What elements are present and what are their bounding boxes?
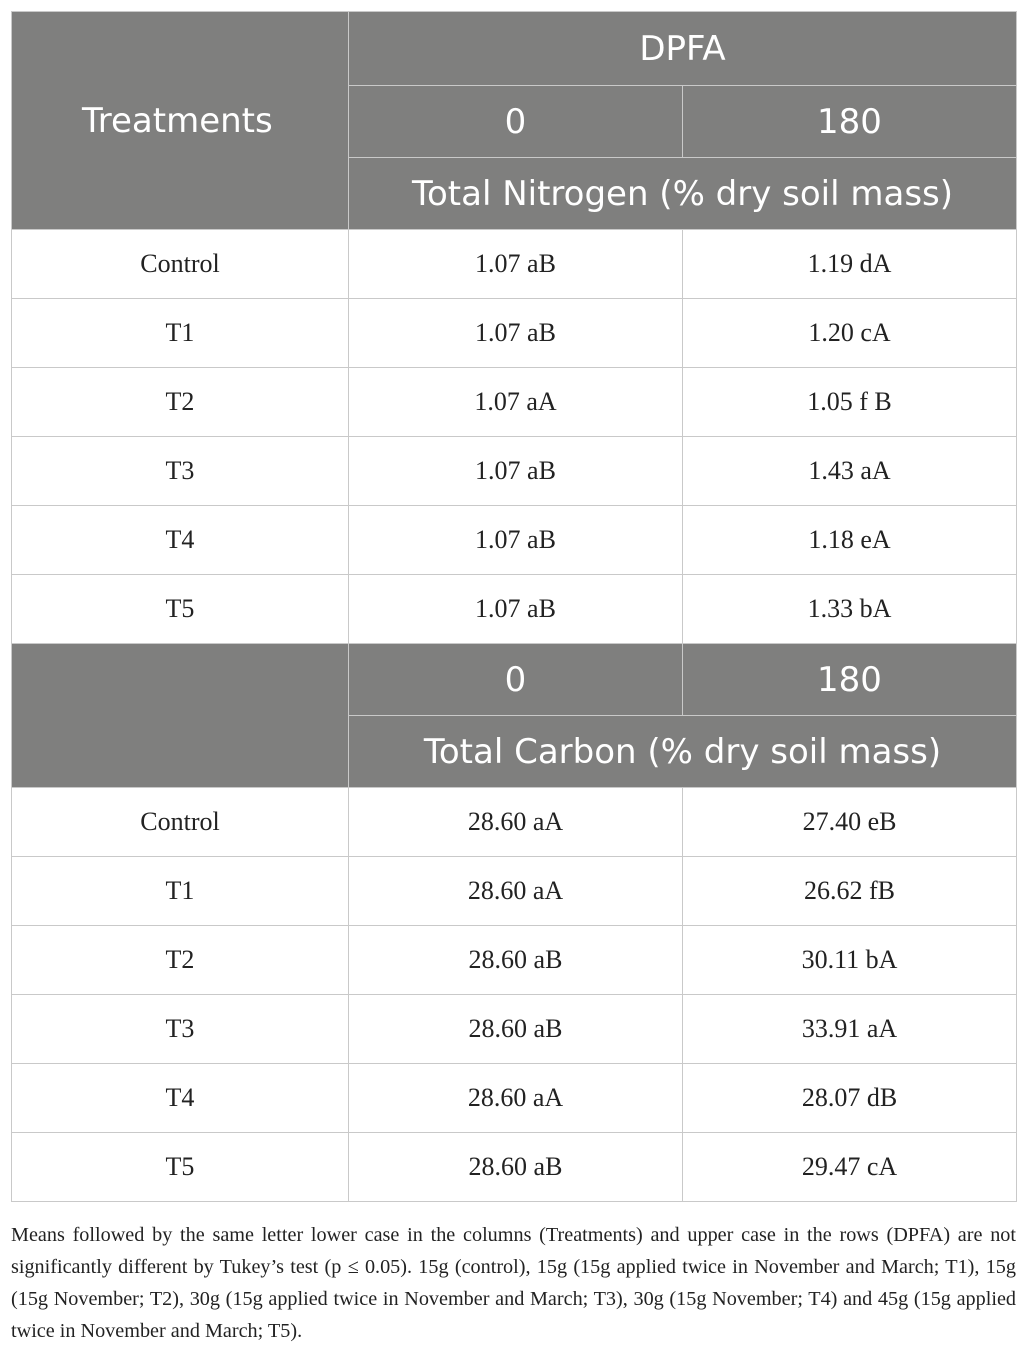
- value-cell-180: 26.62 fB: [683, 857, 1017, 926]
- column-header-0: 0: [349, 86, 683, 158]
- value-cell-0: 1.07 aB: [349, 299, 683, 368]
- value-cell-180: 1.33 bA: [683, 575, 1017, 644]
- carbon-title: Total Carbon (% dry soil mass): [349, 716, 1017, 788]
- table-footnote: Means followed by the same letter lower case in the columns (Treatments) and upper case in the rows (DPFA) are not significantly different by Tukey’s test (p ≤ 0.05). 15g (control), 15g (15g applied twice in November and March; T1), 15g (15g November; T2), 30g (15g applied twice in November and March; T3), 30g (15g November; T4) and 45g (15g applied twice in November and March; T5).: [11, 1224, 1016, 1342]
- carbon-column-header-180: 180: [683, 644, 1017, 716]
- table-row: [12, 926, 1017, 995]
- value-cell-0: 28.60 aB: [349, 926, 683, 995]
- treatment-cell: T3: [12, 437, 349, 506]
- table-row: [12, 230, 1017, 299]
- table-row: [12, 368, 1017, 437]
- value-cell-0: 1.07 aA: [349, 368, 683, 437]
- table-row: [12, 1133, 1017, 1202]
- table-row: [12, 857, 1017, 926]
- value-cell-0: 28.60 aB: [349, 1133, 683, 1202]
- treatment-cell: T1: [12, 299, 349, 368]
- treatment-cell: T4: [12, 1064, 349, 1133]
- carbon-header-row-columns: [12, 644, 1017, 716]
- value-cell-180: 1.18 eA: [683, 506, 1017, 575]
- treatments-header: Treatments: [12, 12, 349, 230]
- treatment-cell: T2: [12, 368, 349, 437]
- value-cell-180: 1.43 aA: [683, 437, 1017, 506]
- treatment-cell: Control: [12, 230, 349, 299]
- treatment-cell: T2: [12, 926, 349, 995]
- table-row: [12, 299, 1017, 368]
- value-cell-0: 1.07 aB: [349, 506, 683, 575]
- value-cell-0: 28.60 aA: [349, 788, 683, 857]
- value-cell-0: 1.07 aB: [349, 575, 683, 644]
- table-row: [12, 437, 1017, 506]
- carbon-blank-header: [12, 644, 349, 788]
- table-row: [12, 1064, 1017, 1133]
- treatment-cell: T3: [12, 995, 349, 1064]
- value-cell-180: 30.11 bA: [683, 926, 1017, 995]
- table-row: [12, 995, 1017, 1064]
- table-row: [12, 788, 1017, 857]
- value-cell-0: 28.60 aB: [349, 995, 683, 1064]
- treatment-cell: Control: [12, 788, 349, 857]
- dpfa-header: DPFA: [349, 12, 1017, 86]
- value-cell-0: 28.60 aA: [349, 857, 683, 926]
- carbon-column-header-0: 0: [349, 644, 683, 716]
- value-cell-180: 29.47 cA: [683, 1133, 1017, 1202]
- treatment-cell: T5: [12, 575, 349, 644]
- table-row: [12, 506, 1017, 575]
- value-cell-0: 1.07 aB: [349, 437, 683, 506]
- value-cell-0: 1.07 aB: [349, 230, 683, 299]
- results-table: [11, 11, 1017, 1202]
- value-cell-180: 33.91 aA: [683, 995, 1017, 1064]
- column-header-180: 180: [683, 86, 1017, 158]
- value-cell-180: 28.07 dB: [683, 1064, 1017, 1133]
- value-cell-0: 28.60 aA: [349, 1064, 683, 1133]
- value-cell-180: 1.20 cA: [683, 299, 1017, 368]
- table-row: [12, 575, 1017, 644]
- value-cell-180: 27.40 eB: [683, 788, 1017, 857]
- value-cell-180: 1.19 dA: [683, 230, 1017, 299]
- treatment-cell: T1: [12, 857, 349, 926]
- nitrogen-title: Total Nitrogen (% dry soil mass): [349, 158, 1017, 230]
- header-row-group: [12, 12, 1017, 86]
- treatment-cell: T4: [12, 506, 349, 575]
- value-cell-180: 1.05 f B: [683, 368, 1017, 437]
- treatment-cell: T5: [12, 1133, 349, 1202]
